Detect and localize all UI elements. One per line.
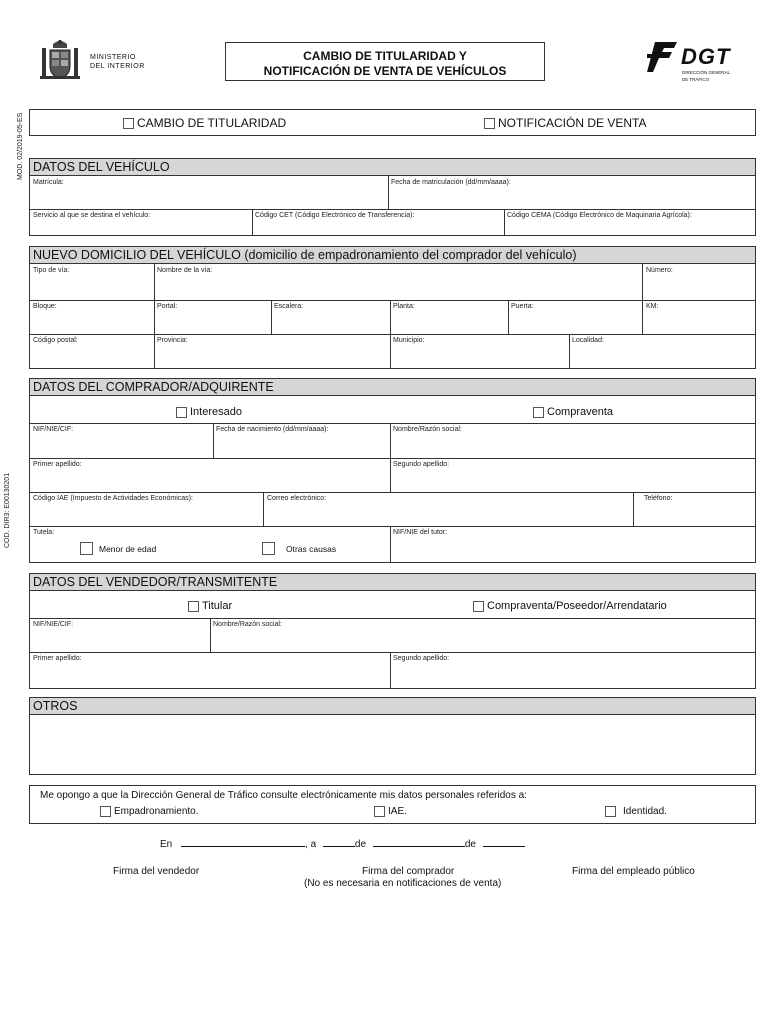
empadronamiento-checkbox[interactable] bbox=[100, 806, 111, 817]
vendedor-compraventa-label: Compraventa/Poseedor/Arrendatario bbox=[487, 600, 667, 612]
vehiculo-section bbox=[29, 158, 756, 236]
vendedor-section bbox=[29, 573, 756, 689]
cet-field[interactable]: Código CET (Código Electrónico de Transferencia): bbox=[255, 212, 415, 219]
firma-comprador-label: Firma del comprador bbox=[362, 866, 455, 877]
comprador-section bbox=[29, 378, 756, 563]
puerta-field[interactable]: Puerta: bbox=[511, 303, 534, 310]
comprador-primer-apellido-field[interactable]: Primer apellido: bbox=[33, 461, 82, 468]
cambio-titularidad-checkbox[interactable] bbox=[123, 118, 134, 129]
interesado-option[interactable] bbox=[176, 406, 242, 418]
titular-option[interactable] bbox=[188, 600, 232, 612]
dir3-code: COD. DIR3: E00130201 bbox=[4, 472, 11, 548]
ministry-name-line1: MINISTERIO bbox=[90, 54, 136, 61]
otras-causas-label: Otras causas bbox=[286, 543, 337, 554]
matricula-field[interactable]: Matrícula: bbox=[33, 179, 64, 186]
portal-field[interactable]: Portal: bbox=[157, 303, 178, 310]
cema-field[interactable]: Código CEMA (Código Electrónico de Maquinaria Agrícola): bbox=[507, 212, 692, 219]
correo-field[interactable]: Correo electrónico: bbox=[267, 495, 327, 502]
dgt-logo-text: DGT bbox=[681, 44, 731, 69]
consent-iae-option[interactable] bbox=[374, 806, 407, 817]
comprador-segundo-apellido-field[interactable]: Segundo apellido: bbox=[393, 461, 450, 468]
fecha-nacimiento-field[interactable]: Fecha de nacimiento (dd/mm/aaaa): bbox=[216, 426, 329, 433]
dia-input[interactable] bbox=[323, 837, 355, 847]
anio-input[interactable] bbox=[483, 837, 525, 847]
localidad-field[interactable]: Localidad: bbox=[572, 337, 604, 344]
domicilio-section-title: NUEVO DOMICILIO DEL VEHÍCULO (domicilio de empadronamiento del comprador del vehículo) bbox=[30, 247, 755, 264]
otros-section bbox=[29, 697, 756, 775]
municipio-field[interactable]: Municipio: bbox=[393, 337, 425, 344]
dgt-logo-sub2: DE TRÁFICO bbox=[682, 77, 710, 82]
fecha-matriculacion-field[interactable]: Fecha de matriculación (dd/mm/aaaa): bbox=[391, 179, 511, 186]
codigo-postal-field[interactable]: Código postal: bbox=[33, 337, 78, 344]
menor-edad-checkbox[interactable] bbox=[80, 542, 93, 555]
nombre-via-field[interactable]: Nombre de la vía: bbox=[157, 267, 213, 274]
notificacion-venta-option[interactable] bbox=[484, 116, 646, 130]
empadronamiento-label: Empadronamiento. bbox=[114, 806, 199, 817]
numero-field[interactable]: Número: bbox=[646, 267, 673, 274]
comprador-compraventa-option[interactable] bbox=[533, 406, 613, 418]
servicio-field[interactable]: Servicio al que se destina el vehículo: bbox=[33, 212, 151, 219]
vendedor-compraventa-option[interactable] bbox=[473, 600, 667, 612]
a-label: , a bbox=[305, 839, 317, 850]
vendedor-primer-apellido-field[interactable]: Primer apellido: bbox=[33, 655, 82, 662]
mes-input[interactable] bbox=[373, 837, 465, 847]
dgt-logo-sub1: DIRECCIÓN GENERAL bbox=[682, 70, 731, 75]
comprador-compraventa-label: Compraventa bbox=[547, 406, 614, 418]
otras-causas-checkbox[interactable] bbox=[262, 542, 275, 555]
consent-text: Me opongo a que la Dirección General de Tráfico consulte electrónicamente mis datos personales referidos a: bbox=[40, 790, 527, 801]
comprador-section-title: DATOS DEL COMPRADOR/ADQUIRENTE bbox=[30, 379, 755, 396]
firma-vendedor-label: Firma del vendedor bbox=[113, 866, 200, 877]
vendedor-segundo-apellido-field[interactable]: Segundo apellido: bbox=[393, 655, 450, 662]
cambio-titularidad-label: CAMBIO DE TITULARIDAD bbox=[137, 116, 287, 130]
identidad-option[interactable] bbox=[605, 806, 667, 817]
consent-iae-label: IAE. bbox=[388, 806, 407, 817]
otros-textarea[interactable] bbox=[30, 715, 755, 774]
lugar-input[interactable] bbox=[181, 837, 305, 847]
firma-comprador-note: (No es necesaria en notificaciones de venta) bbox=[304, 878, 502, 889]
cambio-titularidad-option[interactable] bbox=[123, 116, 286, 130]
comprador-nif-field[interactable]: NIF/NIE/CIF: bbox=[33, 426, 74, 433]
vendedor-compraventa-checkbox[interactable] bbox=[473, 601, 484, 612]
coat-of-arms-icon bbox=[38, 40, 82, 82]
identidad-label: Identidad. bbox=[623, 806, 667, 817]
firma-empleado-label: Firma del empleado público bbox=[572, 866, 695, 877]
form-title-line2: NOTIFICACIÓN DE VENTA DE VEHÍCULOS bbox=[263, 64, 507, 78]
ministry-name-line2: DEL INTERIOR bbox=[90, 63, 145, 70]
interesado-checkbox[interactable] bbox=[176, 407, 187, 418]
tramite-box bbox=[29, 109, 756, 136]
place-date-line bbox=[160, 837, 525, 850]
bloque-field[interactable]: Bloque: bbox=[33, 303, 57, 310]
tipo-via-field[interactable]: Tipo de vía: bbox=[33, 267, 70, 274]
vendedor-section-title: DATOS DEL VENDEDOR/TRANSMITENTE bbox=[30, 574, 755, 591]
de1-label: de bbox=[354, 839, 367, 850]
model-code: MOD. 02/2019-05-ES bbox=[17, 112, 24, 180]
dgt-symbol-icon bbox=[645, 40, 679, 76]
form-title-line1: CAMBIO DE TITULARIDAD Y bbox=[303, 49, 467, 63]
nif-tutor-field[interactable]: NIF/NIE del tutor: bbox=[393, 529, 448, 536]
de2-label: de bbox=[464, 839, 476, 850]
comprador-nombre-field[interactable]: Nombre/Razón social: bbox=[393, 426, 462, 433]
consent-box bbox=[29, 785, 756, 824]
telefono-field[interactable]: Teléfono: bbox=[644, 495, 673, 502]
menor-edad-option[interactable] bbox=[80, 542, 156, 555]
titular-label: Titular bbox=[202, 600, 233, 612]
interesado-label: Interesado bbox=[190, 406, 242, 418]
km-field[interactable]: KM: bbox=[646, 303, 659, 310]
identidad-checkbox[interactable] bbox=[605, 806, 616, 817]
tutela-label: Tutela: bbox=[33, 529, 55, 536]
iae-field[interactable]: Código IAE (Impuesto de Actividades Económicas): bbox=[33, 495, 193, 502]
form-title-box bbox=[225, 42, 545, 81]
titular-checkbox[interactable] bbox=[188, 601, 199, 612]
dgt-logo bbox=[645, 40, 745, 90]
planta-field[interactable]: Planta: bbox=[393, 303, 415, 310]
vehiculo-section-title: DATOS DEL VEHÍCULO bbox=[30, 159, 755, 176]
empadronamiento-option[interactable] bbox=[100, 806, 199, 817]
otros-section-title: OTROS bbox=[30, 698, 755, 715]
vendedor-nif-field[interactable]: NIF/NIE/CIF: bbox=[33, 621, 74, 628]
en-label: En bbox=[160, 839, 173, 850]
vendedor-nombre-field[interactable]: Nombre/Razón social: bbox=[213, 621, 282, 628]
ministry-logo bbox=[38, 40, 158, 82]
menor-edad-label: Menor de edad bbox=[99, 543, 157, 554]
notificacion-venta-checkbox[interactable] bbox=[484, 118, 495, 129]
otras-causas-option[interactable] bbox=[262, 542, 336, 555]
consent-iae-checkbox[interactable] bbox=[374, 806, 385, 817]
provincia-field[interactable]: Provincia: bbox=[157, 337, 188, 344]
domicilio-section bbox=[29, 246, 756, 369]
comprador-compraventa-checkbox[interactable] bbox=[533, 407, 544, 418]
notificacion-venta-label: NOTIFICACIÓN DE VENTA bbox=[498, 116, 647, 130]
escalera-field[interactable]: Escalera: bbox=[274, 303, 304, 310]
